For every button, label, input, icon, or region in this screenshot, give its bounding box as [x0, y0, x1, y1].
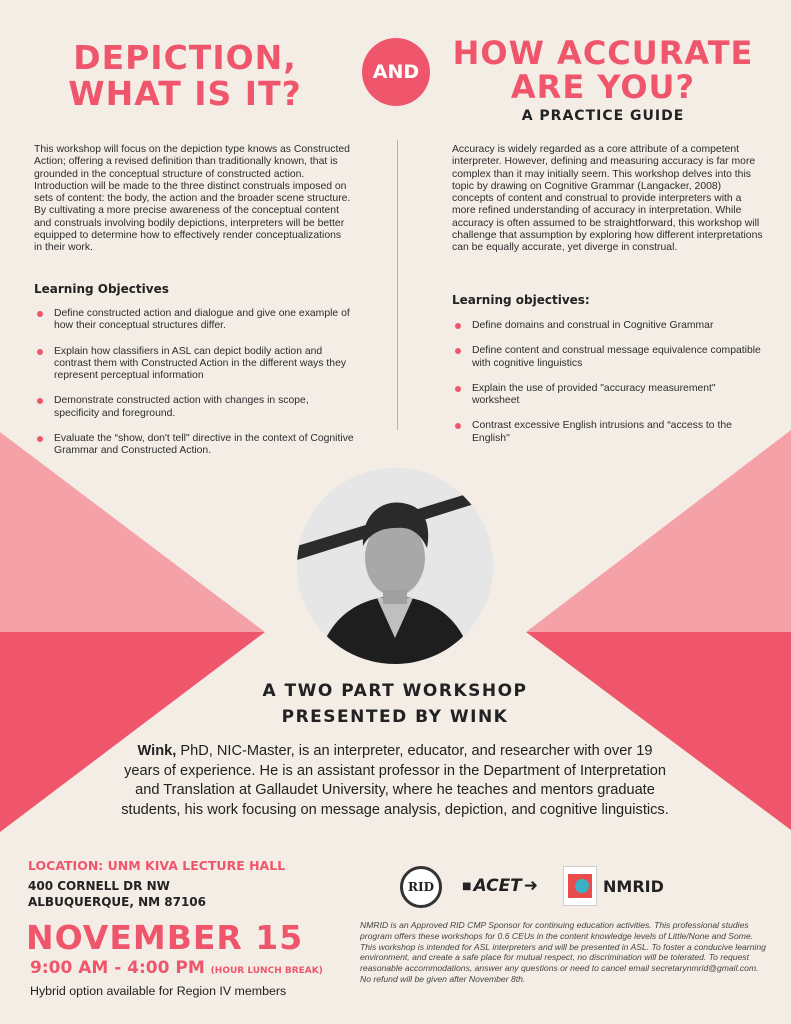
right-subtitle: A PRACTICE GUIDE — [521, 108, 685, 124]
right-title: HOW ACCURATE ARE YOU? — [452, 34, 754, 106]
hybrid-note: Hybrid option available for Region IV members — [30, 984, 287, 998]
nmrid-logo: NMRID — [563, 862, 693, 910]
portrait-image — [297, 468, 493, 664]
bullet-icon — [455, 386, 461, 392]
acet-logo: ■ ACET ➜ — [462, 876, 539, 896]
left-description: This workshop will focus on the depiction type knows as Constructed Action; offering a revised definition than traditionally known, that is grounded in the conceptual structure of constructed action. Introduction will be made to the three distinct construals imposed on sets of content: the body, the action and the broader scene structure. By cultivating a more precise awareness of the conceptual content and construals involving bodily depictions, interpreters will be better equipped to determine how to effectively render conceptualizations in their work. — [34, 144, 351, 254]
location-label: LOCATION: UNM KIVA LECTURE HALL — [28, 858, 286, 873]
bullet-icon — [455, 323, 461, 329]
list-item: Define constructed action and dialogue and give one example of how their conceptual structures differ. — [34, 308, 354, 333]
list-item: Define domains and construal in Cognitive Grammar — [452, 320, 762, 332]
list-item: Explain the use of provided "accuracy measurement" worksheet — [452, 383, 762, 408]
bullet-icon — [37, 436, 43, 442]
presenter-name: Wink, — [137, 743, 177, 759]
list-item: Explain how classifiers in ASL can depict bodily action and contrast them with Constructed Action in the different ways they represent perceptual information — [34, 346, 354, 383]
disclaimer-text: NMRID is an Approved RID CMP Sponsor for continuing education activities. This professional studies program offers these workshops for 0.6 CEUs in the content knowledge levels of Little/None and Some. This workshop is intended for ASL interpreters and will be presented in ASL. To foster a conducive learning environment, and create a safe place for mutual respect, no discrimination will be tolerated. To request reasonable accommodations, answer any questions or need to cancel email secretarynmrid@gmail.com. No refund will be given after November 8th. — [360, 920, 766, 984]
presenter-photo — [297, 468, 493, 664]
time-note: (HOUR LUNCH BREAK) — [210, 966, 323, 976]
nmrid-emblem-icon — [563, 866, 597, 906]
bullet-icon — [455, 348, 461, 354]
bullet-icon — [455, 423, 461, 429]
address-line-2: ALBUQUERQUE, NM 87106 — [28, 895, 206, 909]
right-objectives-heading: Learning objectives: — [452, 293, 590, 307]
right-shape-light — [526, 430, 791, 632]
presenter-bio — [120, 742, 670, 820]
address — [28, 878, 206, 910]
workshop-line-2: PRESENTED BY WINK — [281, 707, 509, 727]
column-divider — [397, 140, 398, 430]
event-date: NOVEMBER 15 — [26, 918, 304, 957]
rid-logo: RID — [400, 866, 442, 908]
left-objectives-heading: Learning Objectives — [34, 282, 169, 296]
event-time: 9:00 AM - 4:00 PM (HOUR LUNCH BREAK) — [30, 958, 323, 978]
left-objectives-list — [34, 308, 354, 471]
bullet-icon — [37, 349, 43, 355]
workshop-line-1: A TWO PART WORKSHOP — [262, 681, 528, 701]
right-objectives-list — [452, 320, 762, 458]
workshop-heading — [160, 678, 630, 730]
arrow-icon: ➜ — [523, 876, 539, 896]
list-item: Evaluate the “show, don't tell" directive in the context of Cognitive Grammar and Constructed Action. — [34, 433, 354, 458]
bullet-icon — [37, 398, 43, 404]
list-item: Define content and construal message equivalence compatible with cognitive linguistics — [452, 345, 762, 370]
list-item: Contrast excessive English intrusions and “access to the English" — [452, 420, 762, 445]
right-description: Accuracy is widely regarded as a core attribute of a competent interpreter. However, defining and measuring accuracy is far more complex than it may initially seem. This workshop delves into this topic by drawing on Cognitive Grammar (Langacker, 2008) concepts of content and construal to provide interpreters with a more refined understanding of accuracy in interpretation. While accuracy is often assumed to be straightforward, this workshop will challenge that assumption by exploring how different interpretations can be equally accurate, yet diverge in construal. — [452, 144, 763, 254]
list-item: Demonstrate constructed action with changes in scope, specificity and foreground. — [34, 395, 354, 420]
and-badge: AND — [362, 38, 430, 106]
address-line-1: 400 CORNELL DR NW — [28, 879, 170, 893]
bullet-icon — [37, 311, 43, 317]
bio-text: PhD, NIC-Master, is an interpreter, educator, and researcher with over 19 years of experience. He is an assistant professor in the Department of Interpretation and Translation at Gallaudet University, where he teaches and mentors graduate students, his work focusing on message analysis, depiction, and cognitive linguistics. — [121, 743, 669, 818]
left-title: DEPICTION, WHAT IS IT? — [68, 38, 302, 113]
